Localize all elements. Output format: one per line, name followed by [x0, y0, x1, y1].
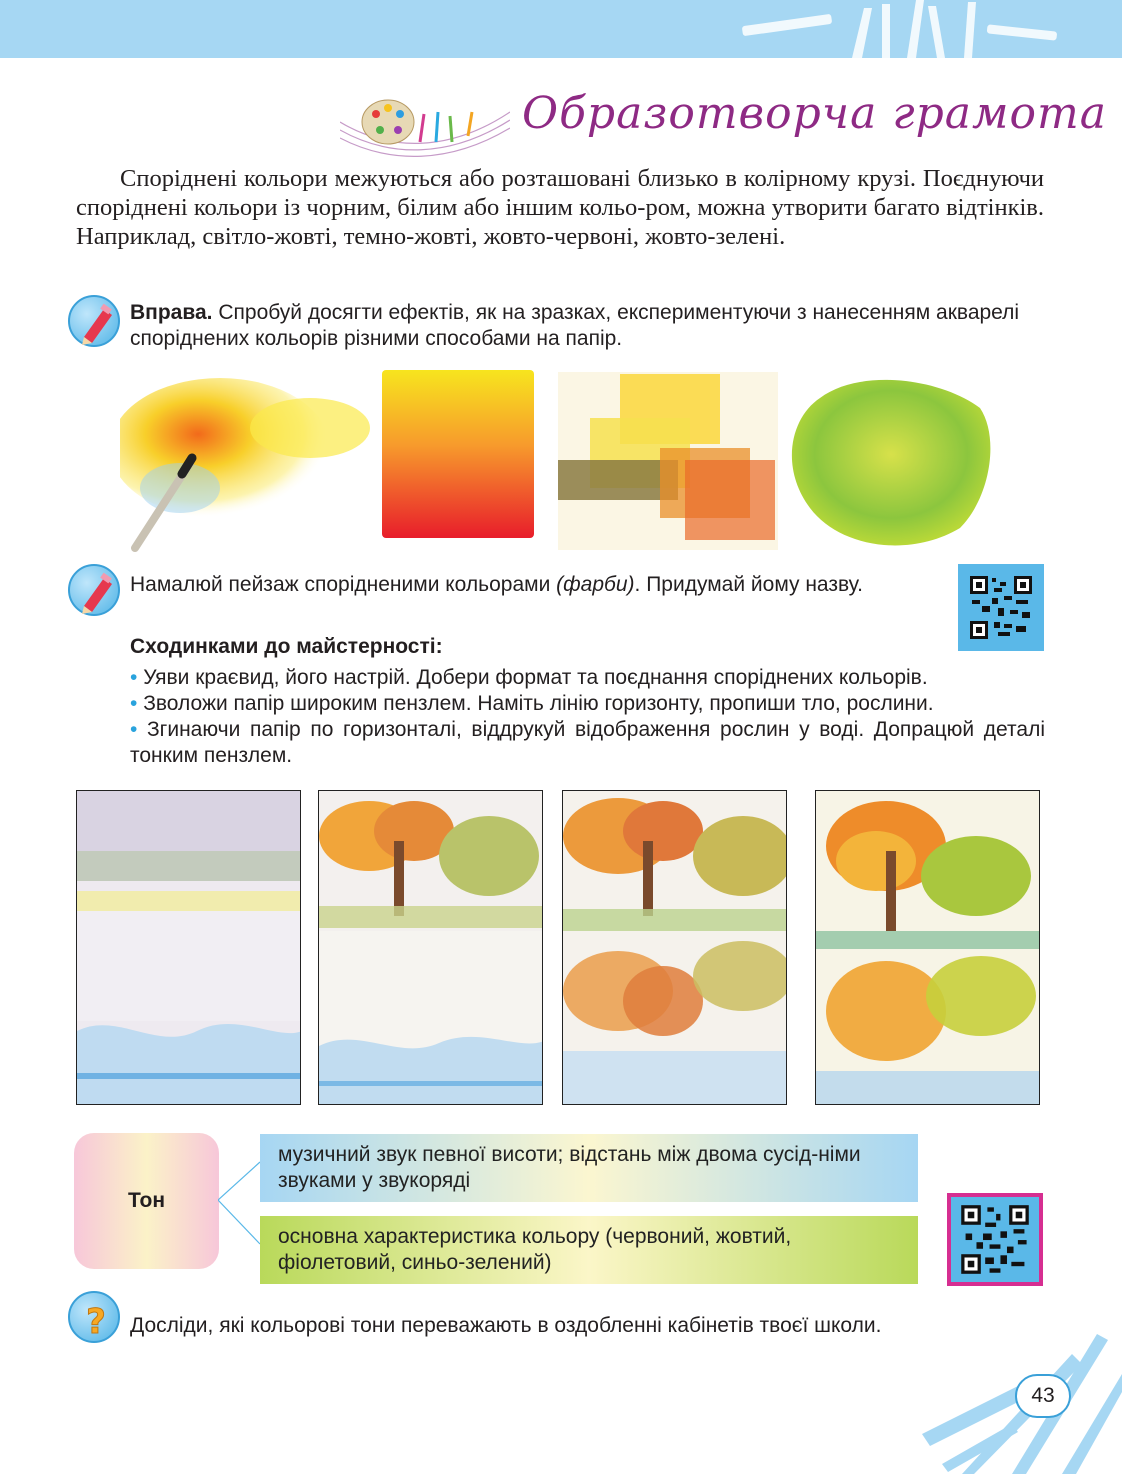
step-text: Уяви краєвид, його настрій. Добери формат та поєднання споріднених кольорів.	[143, 666, 928, 689]
step-item	[130, 665, 1045, 691]
term-box: Тон	[74, 1133, 219, 1269]
qr-code-icon	[968, 574, 1034, 641]
watercolor-samples	[120, 368, 1000, 554]
definition-2: основна характеристика кольору (червоний, жовтий, фіолетовий, синьо-зелений)	[260, 1216, 918, 1284]
bullet-icon: •	[130, 666, 144, 689]
question-icon	[68, 1291, 120, 1343]
palette-icon	[340, 92, 510, 162]
exercise-paragraph	[130, 300, 1043, 352]
step-item	[130, 717, 1045, 769]
landscape-stage-1	[76, 790, 301, 1105]
bullet-icon: •	[130, 692, 144, 715]
section-title-block	[340, 88, 1107, 168]
pencil-badge-icon-2	[68, 564, 120, 616]
qr-code-2[interactable]	[947, 1193, 1043, 1286]
page-number: 43	[1015, 1374, 1071, 1418]
step-item	[130, 691, 1045, 717]
exercise-label: Вправа.	[130, 301, 213, 324]
steps-block	[130, 635, 1046, 769]
intro-paragraph: Споріднені кольори межуються або розташовані близько в колірному крузі. Поєднуючи споріднені кольори із чорним, білим або іншим кольо-ром, можна утворити багато відтінків. Наприклад, світло-жовті, темно-жовті, жовто-червоні, жовто-зелені.	[76, 165, 1044, 250]
landscape-stage-4	[815, 790, 1040, 1105]
step-text: Згинаючи папір по горизонталі, віддрукуй відображення рослин у воді. Допрацюй деталі тонким пензлем.	[130, 718, 1046, 767]
bullet-icon: •	[130, 718, 147, 741]
swatch-layers	[558, 372, 778, 550]
landscape-stage-2	[318, 790, 543, 1105]
connector-lines	[218, 1160, 262, 1246]
pencil-badge-icon	[68, 295, 120, 347]
steps-heading: Сходинками до майстерності:	[130, 635, 443, 658]
qr-code-icon	[957, 1203, 1033, 1276]
step-text: Зволожи папір широким пензлем. Наміть лінію горизонту, пропиши тло, рослини.	[143, 692, 934, 715]
pencils-decoration	[732, 0, 1062, 58]
swatch-blend	[120, 378, 370, 548]
question-text: Досліди, які кольорові тони переважають в оздобленні кабінетів твоєї школи.	[130, 1314, 882, 1337]
swatch-splash	[792, 380, 991, 546]
landscape-stage-3	[562, 790, 787, 1105]
task-text-before: Намалюй пейзаж спорідненими кольорами	[130, 573, 557, 596]
svg-text:?: ?	[86, 1302, 106, 1342]
task-paragraph	[130, 572, 938, 598]
qr-code[interactable]	[958, 564, 1044, 651]
page-title: Образотворча грамота	[522, 88, 1107, 139]
swatch-gradient	[382, 370, 534, 538]
exercise-text: Спробуй досягти ефектів, як на зразках, експериментуючи з нанесенням акварелі споріднених кольорів різними способами на папір.	[130, 301, 1020, 350]
task-text-after: . Придумай йому назву.	[634, 573, 863, 596]
task-text-italic: (фарби)	[556, 573, 635, 596]
definition-1: музичний звук певної висоти; відстань між двома сусід-німи звуками у звукоряді	[260, 1134, 918, 1202]
